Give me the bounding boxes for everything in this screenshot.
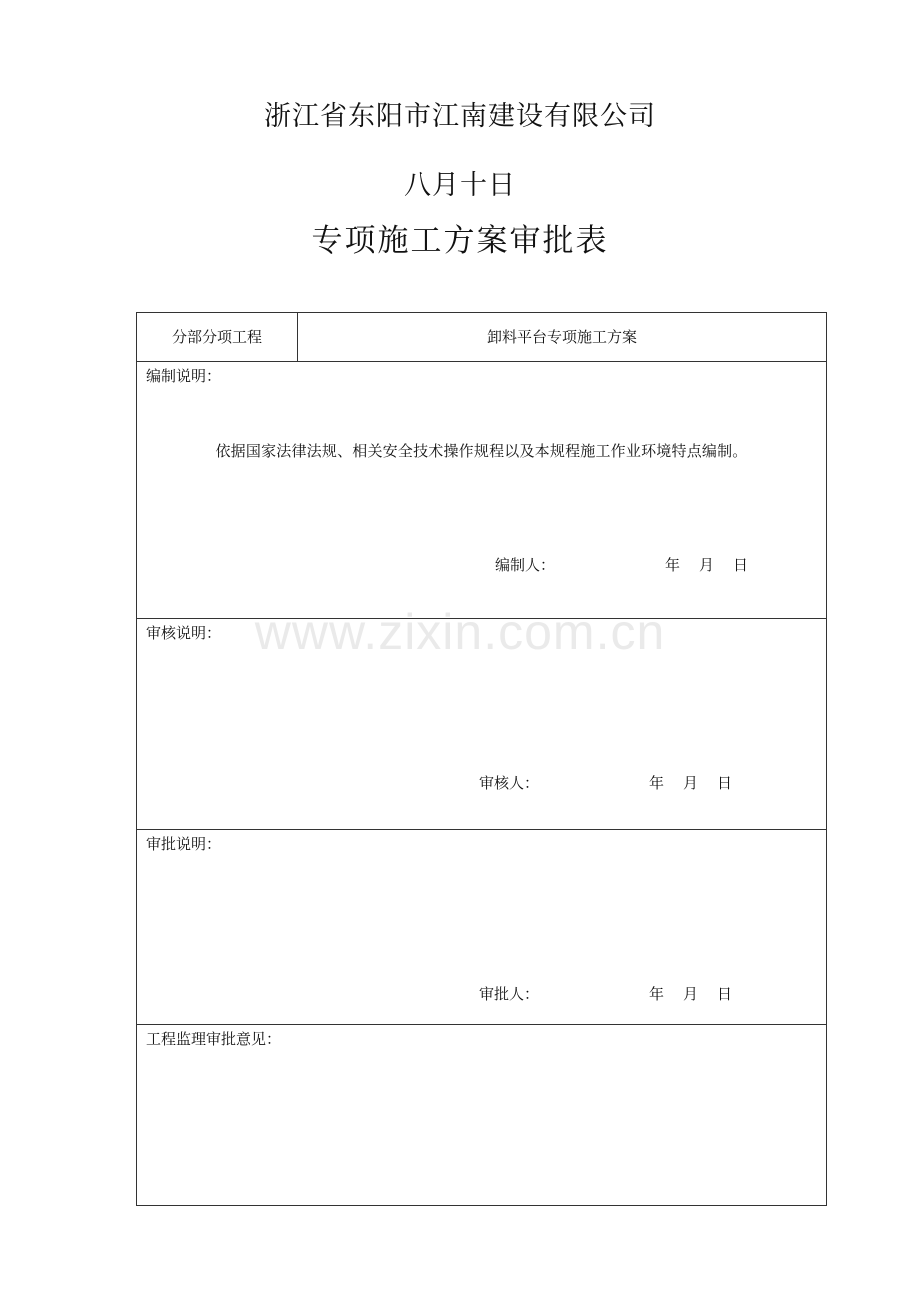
form-header-row <box>137 313 826 362</box>
compiler-signature-label: 编制人： <box>495 556 556 574</box>
company-name: 浙江省东阳市江南建设有限公司 <box>264 101 656 132</box>
review-label: 审核说明： <box>146 624 222 642</box>
project-category-value: 卸料平台专项施工方案 <box>486 328 637 346</box>
supervision-label: 工程监理审批意见： <box>146 1030 282 1048</box>
approve-date <box>649 983 732 1004</box>
approve-section <box>137 830 826 1025</box>
compile-date <box>665 554 748 575</box>
approver-signature-label: 审批人： <box>479 985 540 1003</box>
watermark: www.zixin.com.cn <box>254 604 666 660</box>
review-month: 月 <box>683 774 699 792</box>
compile-day: 日 <box>733 556 749 574</box>
approve-month: 月 <box>683 985 699 1003</box>
review-date <box>649 772 732 793</box>
compile-description: 依据国家法律法规、相关安全技术操作规程以及本规程施工作业环境特点编制。 <box>215 442 748 460</box>
form-title: 专项施工方案审批表 <box>311 223 609 259</box>
supervision-section <box>137 1025 826 1205</box>
approval-form-table <box>136 312 827 1206</box>
approve-label: 审批说明： <box>146 835 222 853</box>
review-year: 年 <box>649 774 665 792</box>
approve-year: 年 <box>649 985 665 1003</box>
project-category-label: 分部分项工程 <box>137 313 298 361</box>
reviewer-signature-label: 审核人： <box>479 774 540 792</box>
compile-section <box>137 362 826 619</box>
compile-year: 年 <box>665 556 681 574</box>
review-day: 日 <box>717 774 733 792</box>
approve-day: 日 <box>717 985 733 1003</box>
review-section <box>137 619 826 830</box>
compile-label: 编制说明： <box>146 367 222 385</box>
document-date: 八月十日 <box>404 170 516 201</box>
compile-month: 月 <box>699 556 715 574</box>
